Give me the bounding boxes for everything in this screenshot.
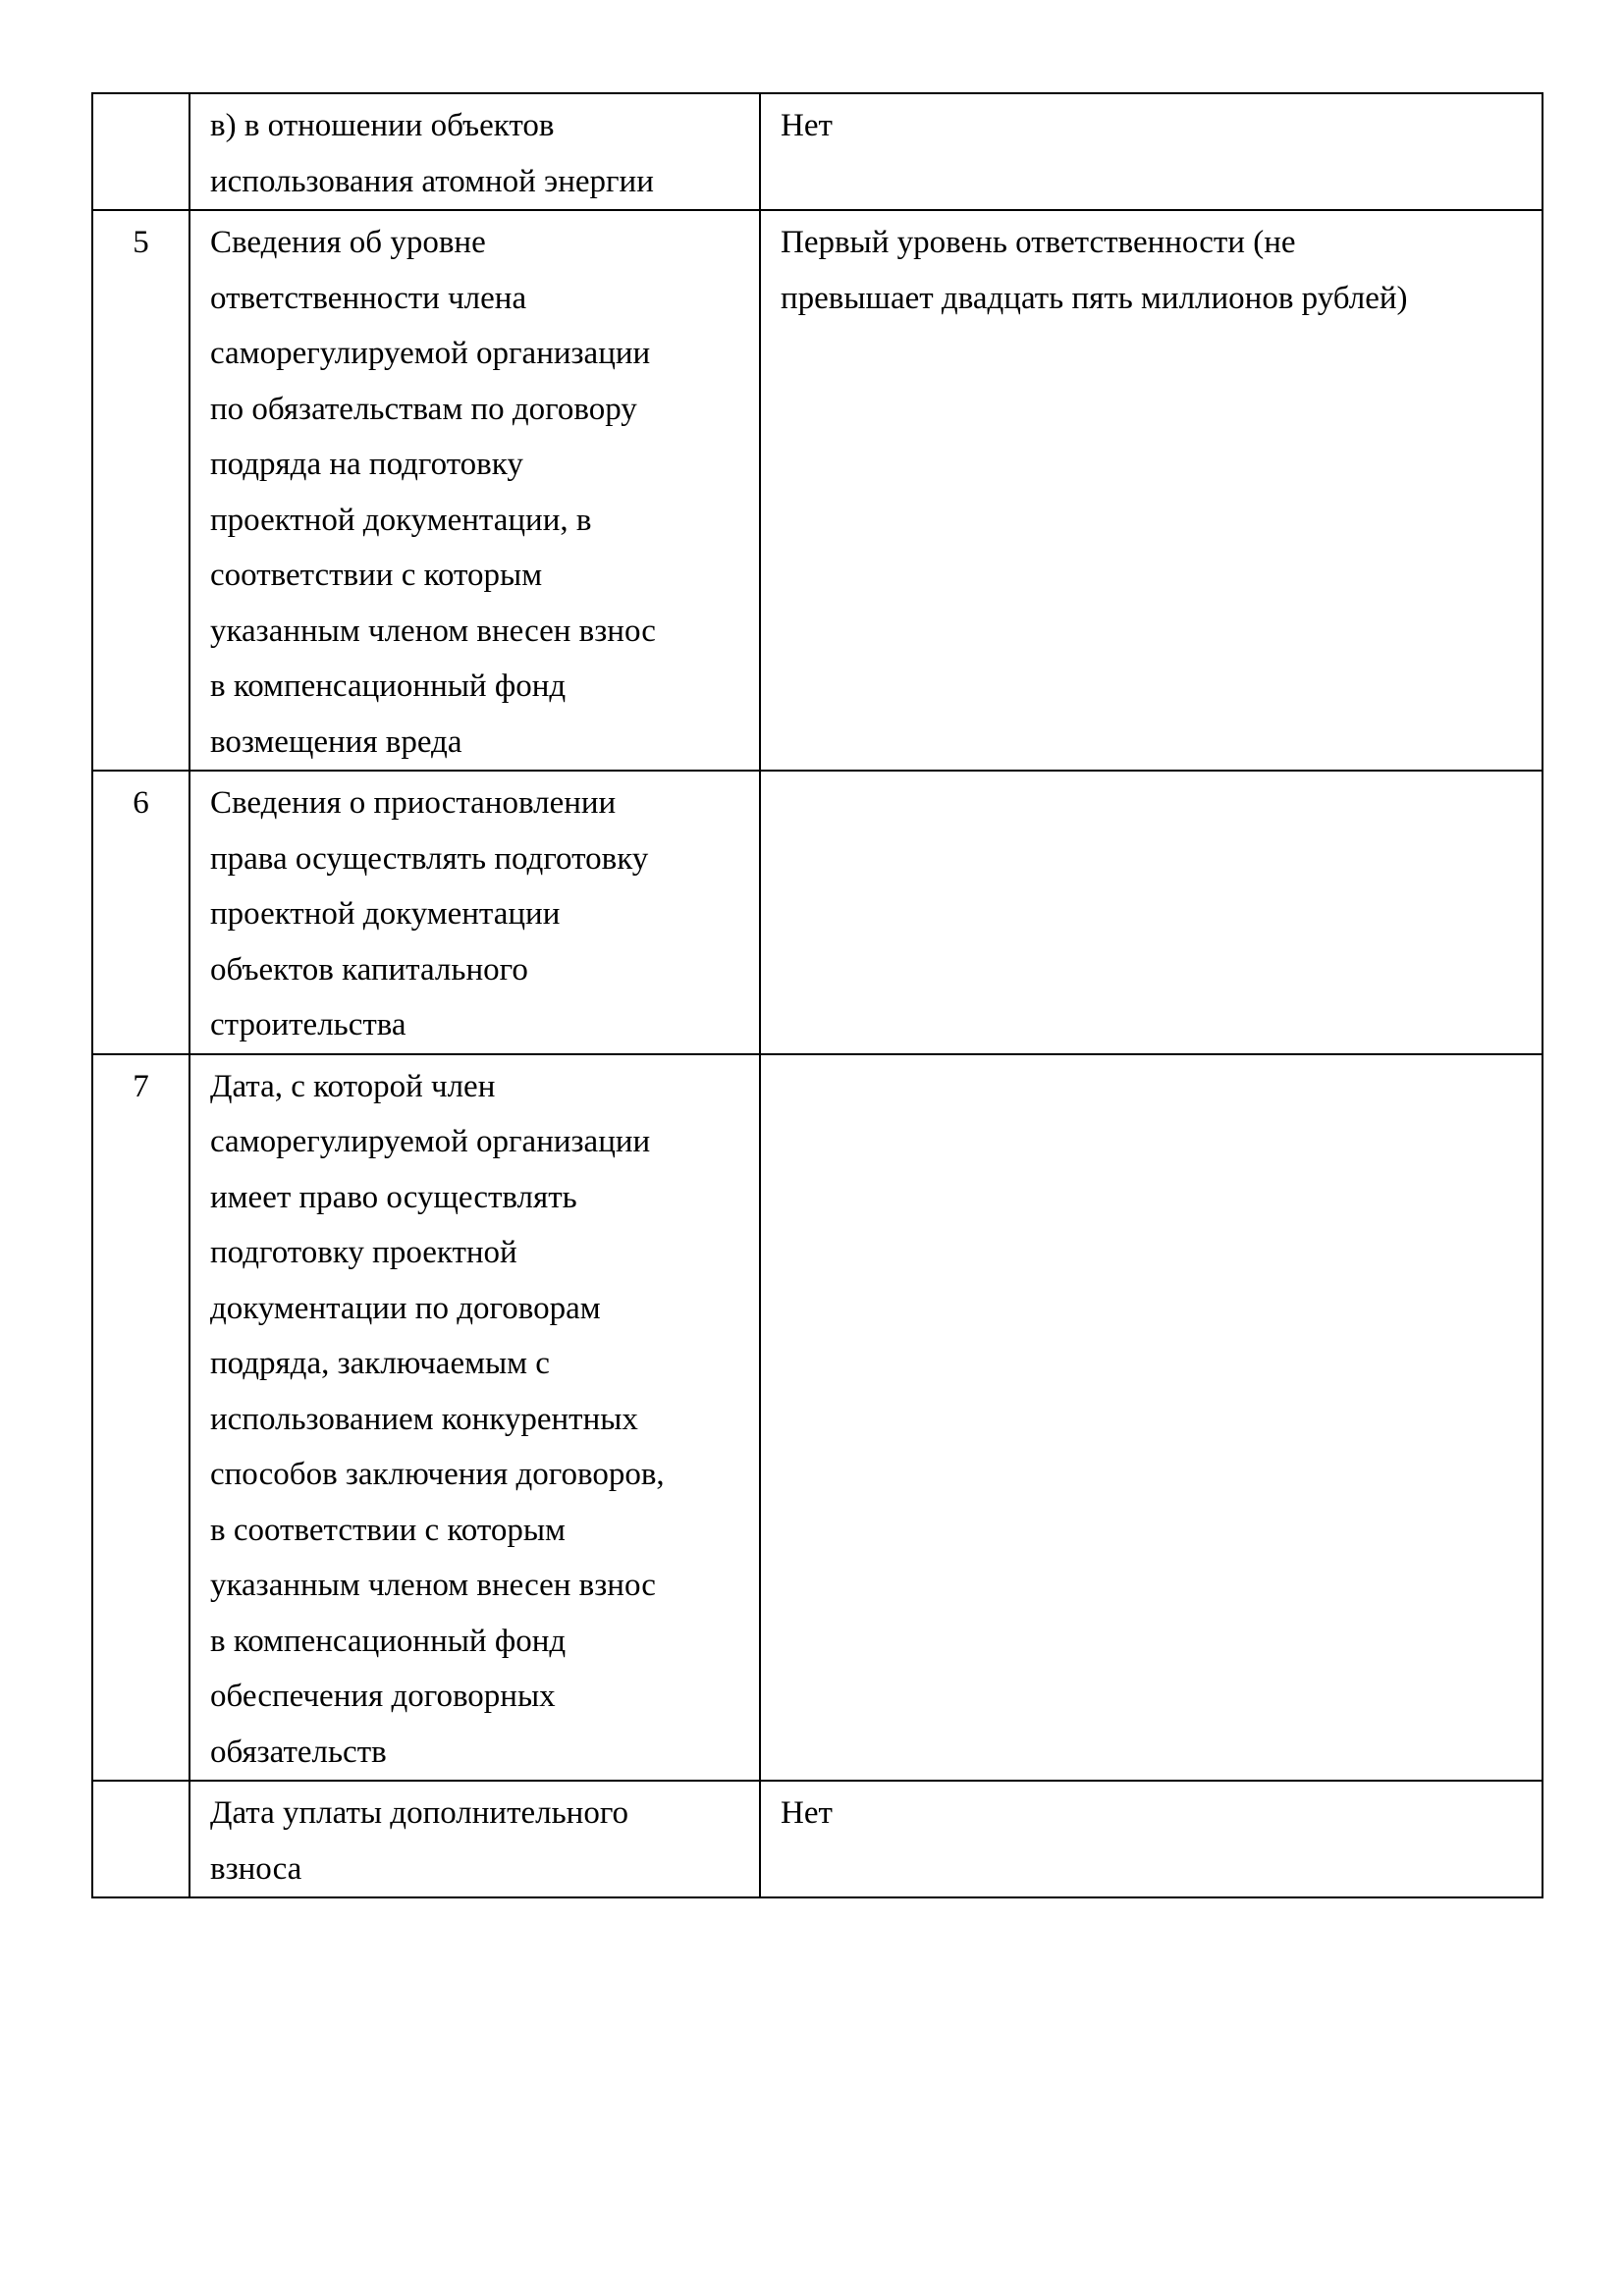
description-line: возмещения вреда — [210, 723, 462, 760]
description-line: Дата, с которой член — [210, 1068, 496, 1104]
description-line: документации по договорам — [210, 1290, 601, 1326]
description-line: в компенсационный фонд — [210, 1623, 567, 1659]
row-number-cell — [92, 1781, 189, 1897]
value-cell — [760, 1054, 1543, 1782]
description-cell — [189, 771, 760, 1054]
value-line: Нет — [781, 1795, 833, 1831]
table-row — [92, 771, 1543, 1054]
value-line: Нет — [781, 108, 833, 143]
table-row — [92, 1054, 1543, 1782]
description-line: подряда, заключаемым с — [210, 1346, 550, 1381]
description-line: в) в отношении объектов — [210, 108, 555, 143]
table-row — [92, 1781, 1543, 1897]
row-number: 7 — [133, 1068, 149, 1104]
description-line: в компенсационный фонд — [210, 668, 567, 704]
description-line: использованием конкурентных — [210, 1401, 638, 1437]
description-line: строительства — [210, 1007, 406, 1042]
value-line: превышает двадцать пять миллионов рублей) — [781, 280, 1408, 316]
description-cell — [189, 1781, 760, 1897]
description-line: саморегулируемой организации — [210, 336, 651, 371]
description-line: способов заключения договоров, — [210, 1457, 665, 1492]
description-line: использования атомной энергии — [210, 163, 654, 199]
description-line: объектов капитального — [210, 951, 528, 988]
row-number-cell — [92, 93, 189, 210]
description-line: права осуществлять подготовку — [210, 840, 649, 877]
description-line: подряда на подготовку — [210, 447, 523, 482]
description-line: проектной документации, в — [210, 502, 592, 538]
row-number-cell — [92, 771, 189, 1054]
description-line: указанным членом внесен взнос — [210, 613, 656, 649]
value-cell — [760, 210, 1543, 771]
description-line: в соответствии с которым — [210, 1512, 566, 1548]
row-number-cell — [92, 1054, 189, 1782]
row-number-cell — [92, 210, 189, 771]
description-cell — [189, 93, 760, 210]
row-number: 6 — [133, 785, 149, 821]
table-body — [92, 93, 1543, 1897]
description-cell — [189, 210, 760, 771]
description-line: имеет право осуществлять — [210, 1179, 577, 1215]
value-cell — [760, 1781, 1543, 1897]
description-line: взноса — [210, 1850, 302, 1887]
description-line: ответственности члена — [210, 280, 527, 316]
description-line: Дата уплаты дополнительного — [210, 1795, 629, 1831]
value-cell — [760, 771, 1543, 1054]
table-row — [92, 93, 1543, 210]
row-number: 5 — [133, 225, 149, 260]
description-line: подготовку проектной — [210, 1235, 517, 1270]
description-line: указанным членом внесен взнос — [210, 1568, 656, 1603]
description-line: обязательств — [210, 1734, 387, 1770]
value-cell — [760, 93, 1543, 210]
description-line: обеспечения договорных — [210, 1679, 556, 1714]
description-line: по обязательствам по договору — [210, 391, 637, 427]
table-row — [92, 210, 1543, 771]
description-line: Сведения об уровне — [210, 225, 486, 260]
description-line: проектной документации — [210, 896, 561, 932]
value-line: Первый уровень ответственности (не — [781, 225, 1296, 260]
registry-info-table — [91, 92, 1543, 1898]
description-cell — [189, 1054, 760, 1782]
description-line: Сведения о приостановлении — [210, 785, 617, 821]
description-line: соответствии с которым — [210, 558, 543, 593]
description-line: саморегулируемой организации — [210, 1124, 651, 1159]
